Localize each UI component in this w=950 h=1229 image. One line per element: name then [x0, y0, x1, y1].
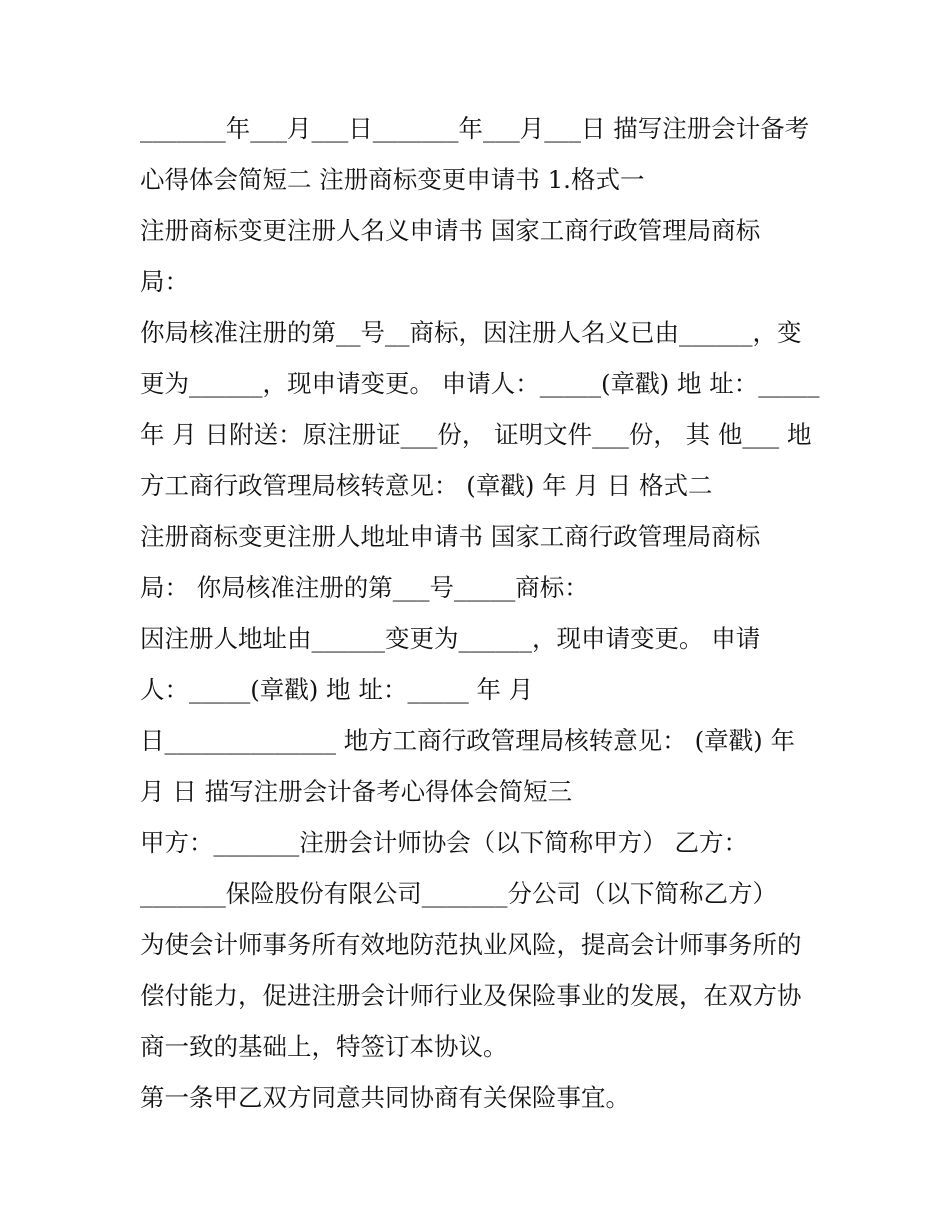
text-line: _______保险股份有限公司_______分公司（以下简称乙方）	[140, 879, 777, 908]
text-line: 商一致的基础上，特签订本协议。	[140, 1032, 508, 1061]
text-line: 月 日 描写注册会计备考心得体会简短三	[140, 777, 573, 806]
document-body	[140, 103, 830, 1123]
text-line: 局： 你局核准注册的第___号_____商标：	[140, 573, 589, 602]
text-line: 因注册人地址由______变更为______，现申请变更。 申请	[140, 624, 761, 653]
text-line: 注册商标变更注册人地址申请书 国家工商行政管理局商标	[140, 522, 761, 551]
text-line: 注册商标变更注册人名义申请书 国家工商行政管理局商标	[140, 216, 761, 245]
text-line: 你局核准注册的第__号__商标，因注册人名义已由______，变	[140, 318, 802, 347]
text-line: 偿付能力，促进注册会计师行业及保险事业的发展，在双方协	[140, 981, 802, 1010]
text-line: 方工商行政管理局核转意见： (章戳) 年 月 日 格式二	[140, 471, 713, 500]
text-line: 更为______，现申请变更。 申请人：_____(章戳) 地 址：_____	[140, 369, 820, 398]
text-line: 为使会计师事务所有效地防范执业风险，提高会计师事务所的	[140, 930, 802, 959]
text-line: 日______________ 地方工商行政管理局核转意见： (章戳) 年	[140, 726, 795, 755]
text-line: 甲方：_______注册会计师协会（以下简称甲方） 乙方：	[140, 828, 749, 857]
text-line: 第一条甲乙双方同意共同协商有关保险事宜。	[140, 1083, 630, 1112]
text-line: 局：	[140, 267, 189, 296]
text-line: 人：_____(章戳) 地 址：_____ 年 月	[140, 675, 534, 704]
text-line: _______年___月___日_______年___月___日 描写注册会计备考	[140, 114, 810, 143]
text-line: 年 月 日附送：原注册证___份， 证明文件___份， 其 他___ 地	[140, 420, 812, 449]
text-line: 心得体会简短二 注册商标变更申请书 1.格式一	[140, 165, 645, 194]
